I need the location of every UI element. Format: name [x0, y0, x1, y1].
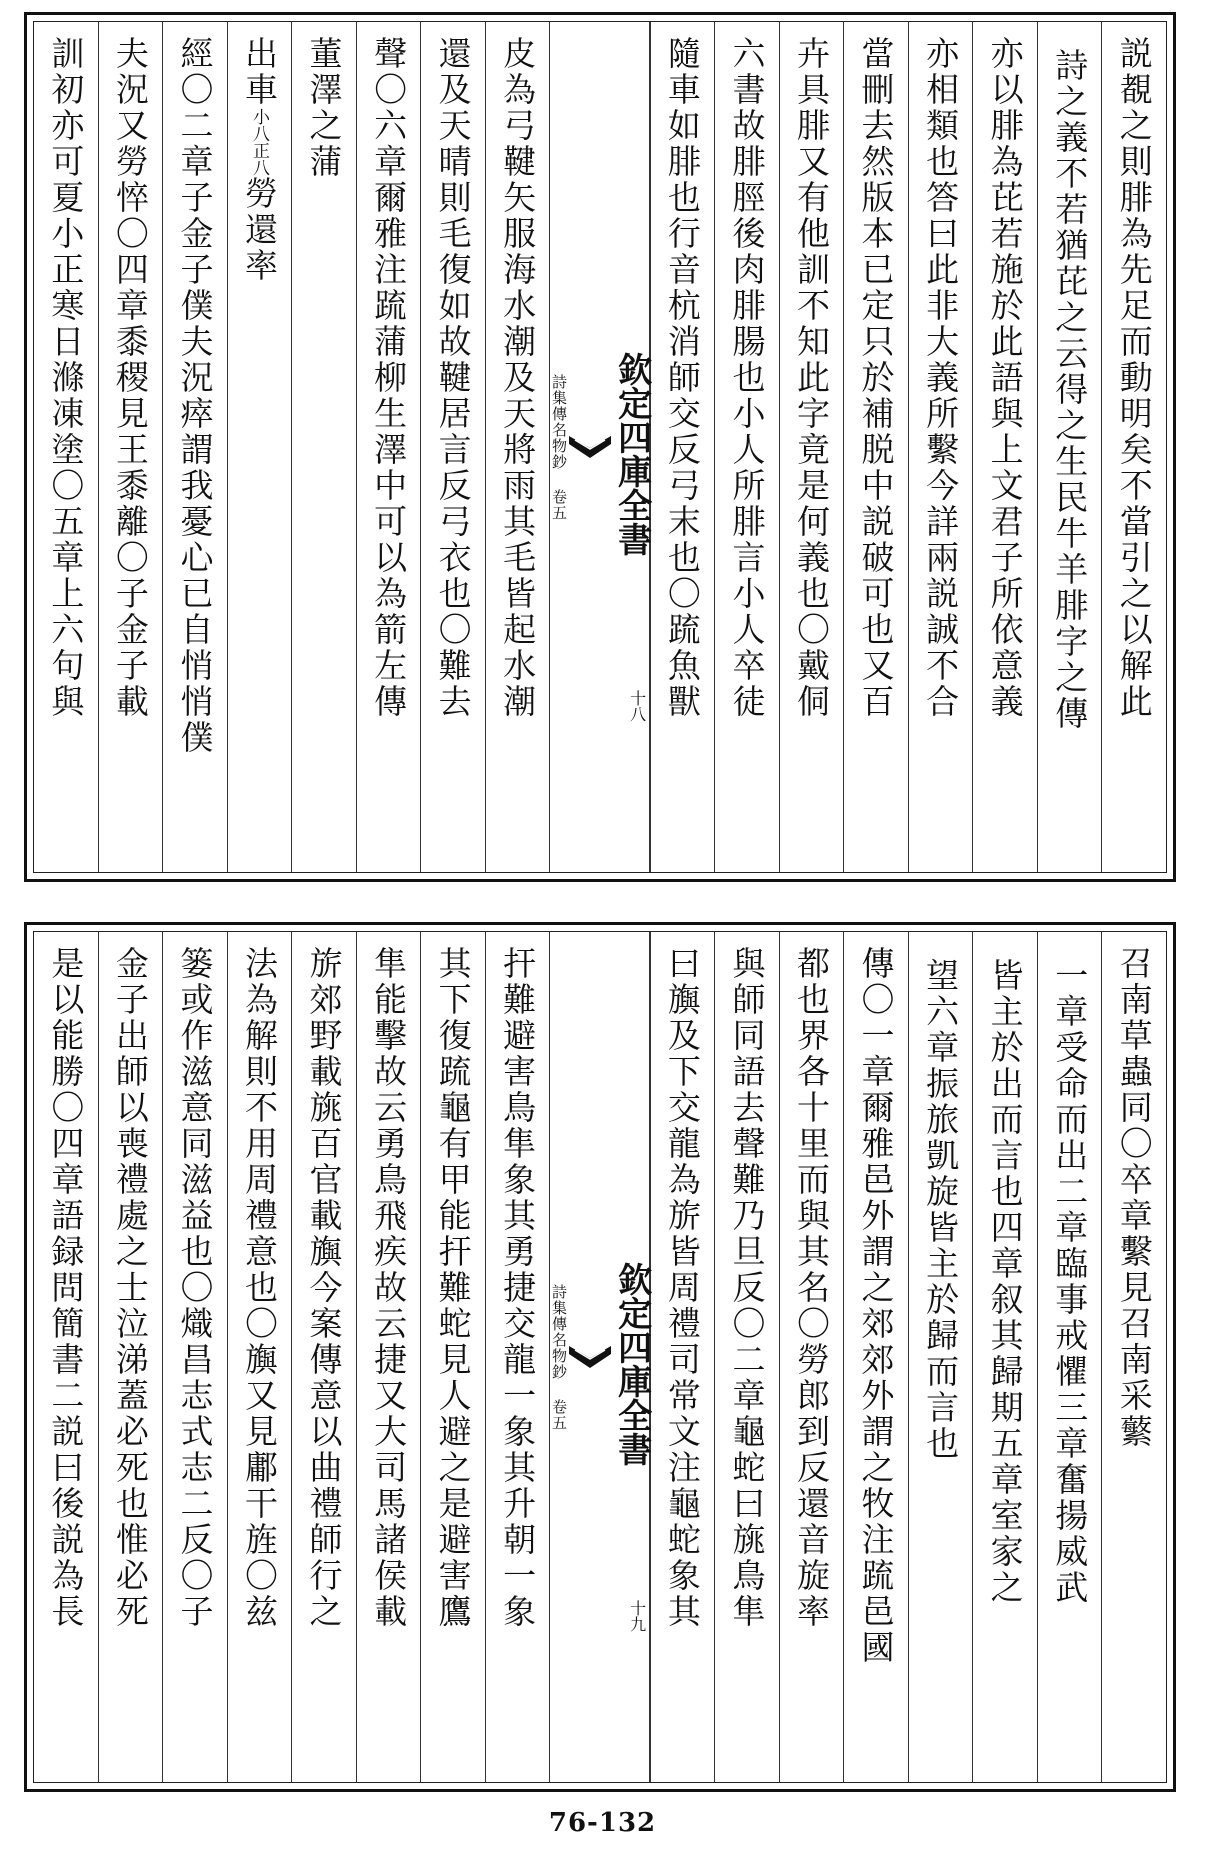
lower-page-columns [33, 931, 1167, 1783]
banner-subtitle: 詩集傳名物鈔 卷五 [549, 373, 568, 521]
text-column: 六書故腓脛後肉腓腸也小人所腓言小人卒徒 [714, 22, 779, 872]
text-column: 都也界各十里而與其名〇勞郎到反還音旋率 [779, 932, 844, 1782]
text-column: 篓或作滋意同滋益也〇熾昌志式志二反〇子 [162, 932, 227, 1782]
text-column: 一章受命而出二章臨事戒懼三章奮揚威武 [1037, 932, 1102, 1782]
center-banner [549, 932, 652, 1782]
text-column: 與師同語去聲難乃旦反〇二章龜蛇曰旐鳥隼 [714, 932, 779, 1782]
text-column: 訓初亦可夏小正寒日滌凍塗〇五章上六句與 [46, 36, 86, 720]
text-column: 詩之義不若猶芘之云得之生民牛羊腓字之傳 [1037, 22, 1102, 872]
banner-subtitle: 詩集傳名物鈔 卷五 [549, 1283, 568, 1431]
text-column: 望六章振旅凱旋皆主於歸而言也 [908, 932, 973, 1782]
fish-tail-mark-icon [567, 434, 613, 460]
center-banner [549, 22, 652, 872]
section-heading-column [227, 22, 292, 872]
text-column: 傳〇一章爾雅邑外謂之郊郊外謂之牧注䟽邑國 [843, 932, 908, 1782]
text-column: 旂郊野載旐百官載旟今案傳意以曲禮師行之 [291, 932, 356, 1782]
section-heading: 出車 [239, 36, 279, 108]
text-column: 金子出師以喪禮處之士泣涕蓋必死也惟必死 [98, 932, 163, 1782]
banner-title: 欽定四庫全書 [611, 352, 652, 556]
text-column: 隼能擊故云勇鳥飛疾故云捷又大司馬諸侯載 [356, 932, 421, 1782]
text-column: 法為解則不用周禮意也〇旟又見鄘干旌〇兹 [227, 932, 292, 1782]
text-column: 董澤之蒲 [291, 22, 356, 872]
section-heading-note: 小八正八 [248, 108, 269, 176]
text-column: 經〇二章子金子僕夫況瘁謂我憂心已自悄悄僕 [162, 22, 227, 872]
text-column: 曰旟及下交龍為旂皆周禮司常文注龜蛇象其 [650, 932, 715, 1782]
text-column: 召南草蟲同〇卒章繫見召南采蘩 [1101, 932, 1166, 1782]
text-column: 亦相類也答曰此非大義所繫今詳兩説誠不合 [908, 22, 973, 872]
text-column: 是以能勝〇四章語録問簡書二説曰後説為長 [46, 946, 86, 1630]
folio-number: 十九 [627, 1600, 647, 1632]
text-column: 夫況又勞悴〇四章黍稷見王黍離〇子金子載 [98, 22, 163, 872]
text-column: 聲〇六章爾雅注䟽蒲柳生澤中可以為箭左傳 [356, 22, 421, 872]
text-column: 皮為弓鞬矢服海水潮及天將雨其毛皆起水潮 [485, 22, 550, 872]
lower-page [24, 922, 1176, 1792]
text-column: 亦以腓為芘若施於此語與上文君子所依意義 [972, 22, 1037, 872]
text-column: 卉具腓又有他訓不知此字竟是何義也〇戴侗 [779, 22, 844, 872]
text-column: 説覩之則腓為先足而動明矣不當引之以解此 [1101, 22, 1166, 872]
text-column: 當刪去然版本已定只於補脱中説破可也又百 [843, 22, 908, 872]
section-heading-title: 勞還率 [239, 176, 279, 284]
text-column: 其下復䟽龜有甲能扞難蛇見人避之是避害鷹 [420, 932, 485, 1782]
text-column: 隨車如腓也行音杭消師交反弓末也〇䟽魚獸 [650, 22, 715, 872]
reel-page-number: 76-132 [548, 1808, 657, 1838]
upper-page [24, 12, 1176, 882]
upper-page-columns [33, 21, 1167, 873]
text-column: 還及天晴則毛復如故鞬居言反弓衣也〇難去 [420, 22, 485, 872]
folio-number: 十八 [627, 690, 647, 722]
banner-title: 欽定四庫全書 [611, 1262, 652, 1466]
fish-tail-mark-icon [567, 1344, 613, 1370]
text-column: 皆主於出而言也四章叙其歸期五章室家之 [972, 932, 1037, 1782]
text-column: 扞難避害鳥隼象其勇捷交龍一象其升朝一象 [485, 932, 550, 1782]
